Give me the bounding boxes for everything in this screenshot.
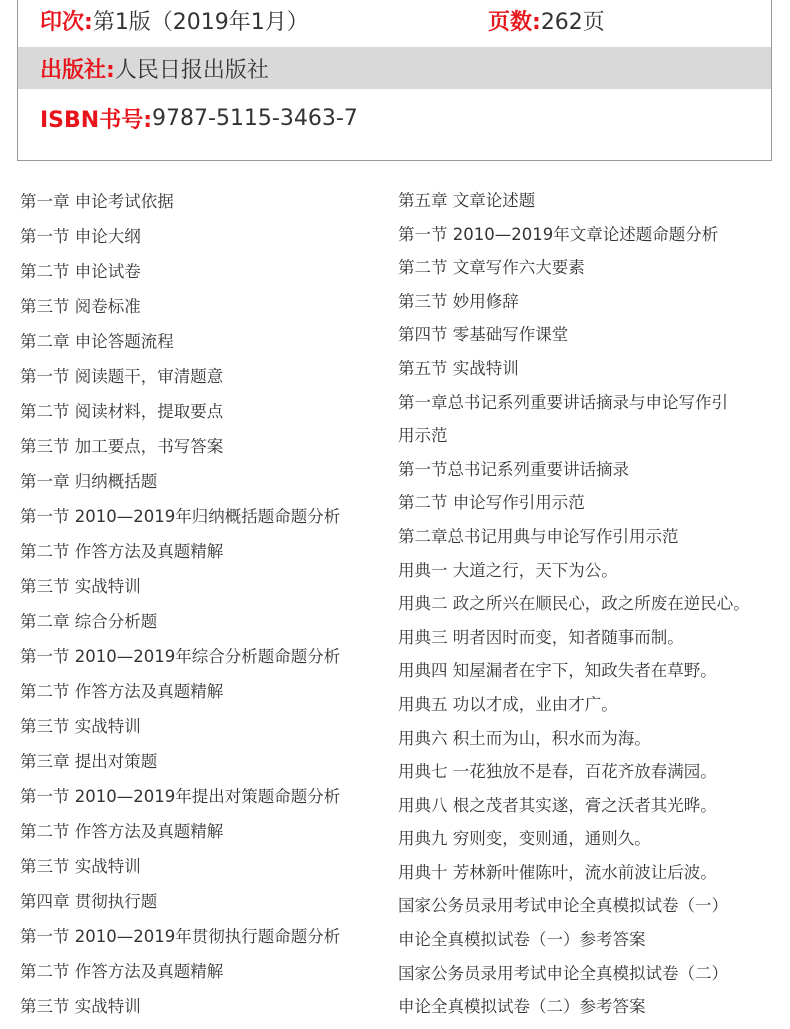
edition-value: 第1版（2019年1月） xyxy=(92,9,309,35)
toc-item: 第二章 申论答题流程 xyxy=(20,332,174,351)
info-row-edition-pages xyxy=(18,0,771,41)
info-row-isbn xyxy=(18,97,771,139)
toc-item: 用典八 根之茂者其实遂，膏之沃者其光晔。 xyxy=(398,795,717,815)
toc-item: 第二节 申论写作引用示范 xyxy=(398,493,585,513)
toc-item: 第一节 2010—2019年贯彻执行题命题分析 xyxy=(20,927,341,946)
toc-item: 用典一 大道之行，天下为公。 xyxy=(398,560,618,580)
toc-item: 第一节 2010—2019年综合分析题命题分析 xyxy=(20,647,341,666)
toc-item: 第二章 综合分析题 xyxy=(20,612,158,631)
toc-item: 第一节总书记系列重要讲话摘录 xyxy=(398,459,629,479)
toc-item: 国家公务员录用考试申论全真模拟试卷（一） xyxy=(398,896,728,916)
toc-item: 第三节 阅卷标准 xyxy=(20,297,141,316)
toc-item: 国家公务员录用考试申论全真模拟试卷（二） xyxy=(398,963,728,983)
pages-value: 262页 xyxy=(540,9,605,35)
toc-item: 申论全真模拟试卷（二）参考答案 xyxy=(398,997,646,1017)
toc-item: 第二节 申论试卷 xyxy=(20,262,141,281)
toc-item: 第三节 实战特训 xyxy=(20,577,141,596)
info-row-publisher xyxy=(18,47,771,89)
edition-label: 印次: xyxy=(40,9,93,35)
toc-item: 第二节 作答方法及真题精解 xyxy=(20,542,224,561)
toc-item: 第三节 实战特训 xyxy=(20,857,141,876)
toc-item: 用典五 功以才成，业由才广。 xyxy=(398,694,618,714)
toc-item: 第一章总书记系列重要讲话摘录与申论写作引 xyxy=(398,392,728,412)
toc-item: 第五章 文章论述题 xyxy=(398,191,536,210)
book-info-panel xyxy=(17,0,772,161)
toc-item: 第一节 2010—2019年文章论述题命题分析 xyxy=(398,224,719,244)
toc-item: 第三节 加工要点，书写答案 xyxy=(20,437,224,456)
toc-item: 用典十 芳林新叶催陈叶，流水前波让后波。 xyxy=(398,862,717,882)
isbn-field xyxy=(40,103,358,134)
toc-item: 第三节 实战特训 xyxy=(20,997,141,1016)
toc-item: 用典二 政之所兴在顺民心，政之所废在逆民心。 xyxy=(398,594,750,614)
toc-item: 第三节 妙用修辞 xyxy=(398,291,519,311)
toc-item: 第一节 2010—2019年归纳概括题命题分析 xyxy=(20,507,341,526)
toc-item: 第二节 文章写作六大要素 xyxy=(398,258,585,278)
toc-item: 第一节 阅读题干，审清题意 xyxy=(20,367,224,386)
toc-item: 第一章 申论考试依据 xyxy=(20,192,174,211)
toc-item: 第二节 阅读材料，提取要点 xyxy=(20,402,224,421)
toc-item: 用典七 一花独放不是春，百花齐放春满园。 xyxy=(398,762,717,782)
pages-label: 页数: xyxy=(488,9,541,35)
publisher-value: 人民日报出版社 xyxy=(114,57,269,83)
isbn-value: 9787-5115-3463-7 xyxy=(152,105,358,131)
toc-item: 用示范 xyxy=(398,426,448,446)
publisher-label: 出版社: xyxy=(40,57,115,83)
toc-item: 第四节 零基础写作课堂 xyxy=(398,325,569,345)
toc-item: 第一节 申论大纲 xyxy=(20,227,141,246)
toc-item: 申论全真模拟试卷（一）参考答案 xyxy=(398,930,646,950)
toc-item: 用典九 穷则变，变则通，通则久。 xyxy=(398,829,651,849)
pages-field xyxy=(488,5,605,36)
edition-field xyxy=(40,5,309,36)
toc-item: 第三节 实战特训 xyxy=(20,717,141,736)
toc-item: 第四章 贯彻执行题 xyxy=(20,892,158,911)
toc-left-column xyxy=(20,184,340,1024)
toc-item: 用典六 积土而为山，积水而为海。 xyxy=(398,728,651,748)
toc-item: 第二节 作答方法及真题精解 xyxy=(20,962,224,981)
toc-item: 第一章 归纳概括题 xyxy=(20,472,158,491)
toc-item: 第二节 作答方法及真题精解 xyxy=(20,822,224,841)
toc-right-column xyxy=(398,184,750,1024)
toc-item: 用典三 明者因时而变，知者随事而制。 xyxy=(398,627,684,647)
isbn-label: ISBN书号: xyxy=(40,107,153,133)
publisher-field xyxy=(40,53,269,84)
toc-item: 第一节 2010—2019年提出对策题命题分析 xyxy=(20,787,341,806)
toc-item: 第二章总书记用典与申论写作引用示范 xyxy=(398,526,679,546)
toc-item: 第三章 提出对策题 xyxy=(20,752,158,771)
toc-item: 第五节 实战特训 xyxy=(398,358,519,378)
toc-item: 用典四 知屋漏者在宇下，知政失者在草野。 xyxy=(398,661,717,681)
toc-item: 第二节 作答方法及真题精解 xyxy=(20,682,224,701)
